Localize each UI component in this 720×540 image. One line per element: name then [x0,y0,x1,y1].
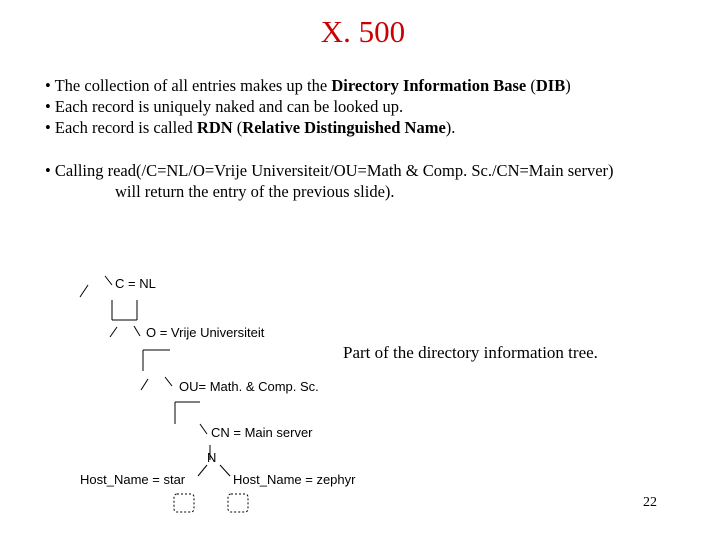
bullet-rdn-term: Relative Distinguished Name [242,118,446,137]
leaf-placeholder [228,494,248,512]
slide-title: X. 500 [320,14,406,49]
tree-edge [80,285,88,297]
tree-edge [134,326,140,336]
leaf-placeholder [174,494,194,512]
bullet-rdn-abbrev: RDN [196,118,233,137]
bullet-dib-text: • The collection of all entries makes up the [45,76,332,95]
tree-edge [110,327,117,337]
tree-node-host-zephyr: Host_Name = zephyr [233,472,356,487]
bullet-dib-term: Directory Information Base [331,76,527,95]
tree-caption: Part of the directory information tree. [343,343,598,362]
tree-edge [198,465,207,476]
tree-edge [105,276,112,285]
tree-edge [200,424,207,434]
tree-edge [141,379,148,390]
bullet-rdn-paren-open: ( [232,118,243,137]
bullet-rdn-paren-close: ). [445,118,456,137]
bullet-unique: • Each record is uniquely naked and can be looked up. [45,97,404,116]
tree-edge [220,465,230,476]
tree-node-host-star: Host_Name = star [80,472,186,487]
bullet-read-line1: • Calling read(/C=NL/O=Vrije Universiteit/OU=Math & Comp. Sc./CN=Main server) [45,161,614,180]
tree-node-o: O = Vrije Universiteit [146,325,265,340]
bullet-read-line2: will return the entry of the previous slide). [115,182,395,201]
tree-node-n: N [207,450,217,465]
tree-edge [165,377,172,386]
bullet-dib-paren-open: ( [526,76,536,95]
tree-node-c: C = NL [115,276,156,291]
bullet-dib-abbrev: DIB [535,76,566,95]
bullet-dib-paren-close: ) [565,76,571,95]
bullet-rdn-text: • Each record is called [45,118,197,137]
tree-node-cn: CN = Main server [211,425,313,440]
page-number: 22 [643,495,657,510]
tree-node-ou: OU= Math. & Comp. Sc. [179,379,319,394]
